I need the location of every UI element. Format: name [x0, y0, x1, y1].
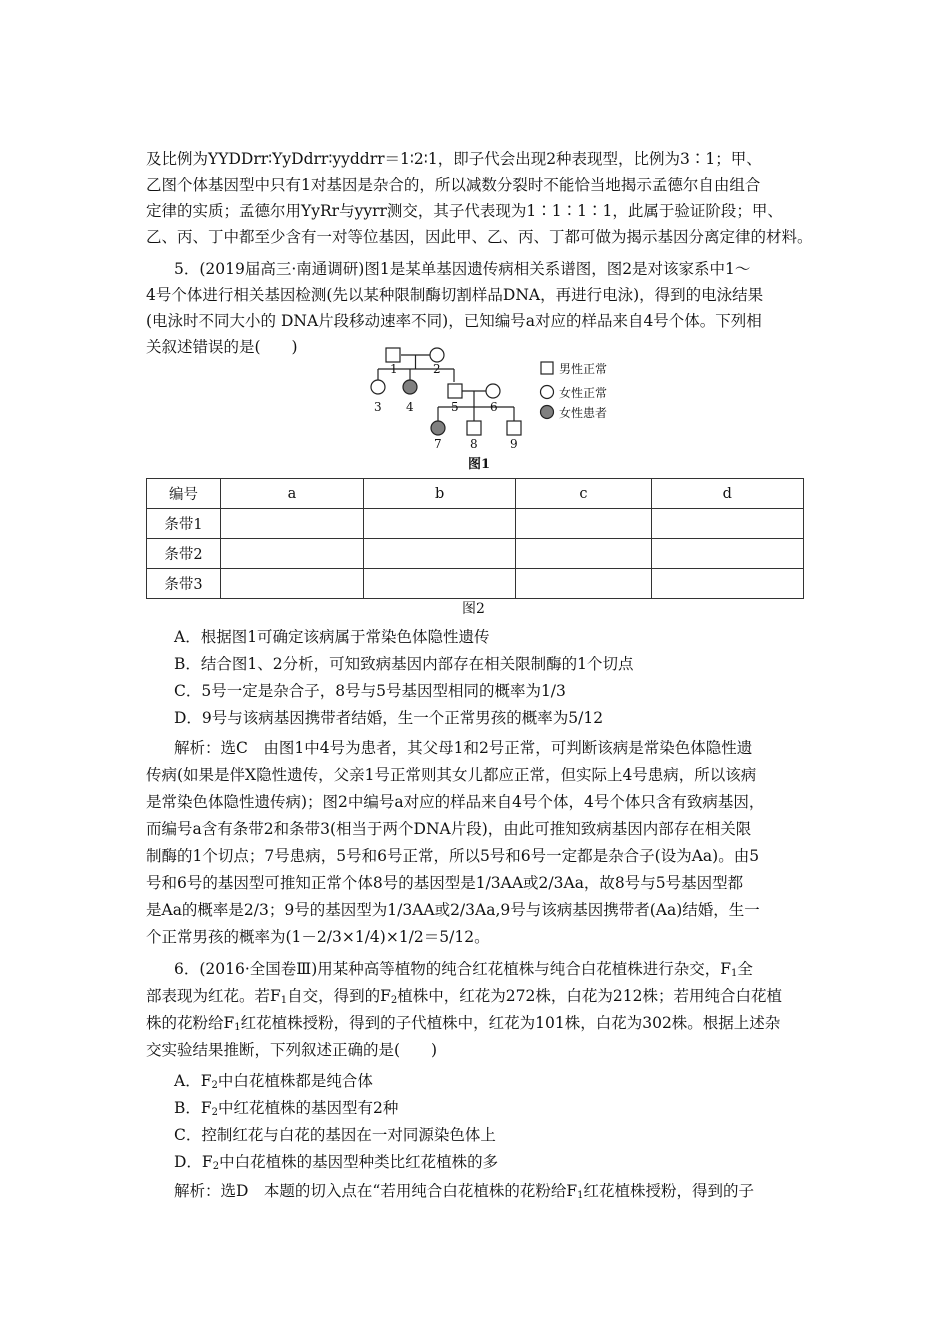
- q6-option-text: B．F: [174, 1099, 212, 1117]
- legend-female-affected: 女性患者: [559, 406, 608, 420]
- q5-analysis-line: 号和6号的基因型可推知正常个体8号的基因型是1/3AA或2/3Aa，故8号与5号基因型都: [146, 874, 744, 892]
- individual-5-male-normal: [448, 384, 462, 398]
- individual-4-female-affected: [403, 380, 417, 394]
- individual-7-female-affected: [431, 421, 445, 435]
- q6-stem-text: 6．(2016·全国卷Ⅲ)用某种高等植物的纯合红花植株与纯合白花植株进行杂交，F: [174, 960, 732, 978]
- fig1-caption: 图1: [468, 457, 491, 472]
- legend-female-normal: 女性正常: [559, 386, 608, 400]
- q6-option-text: A．F: [174, 1072, 212, 1090]
- table-row: [147, 569, 804, 599]
- q5-analysis-line: 而编号a含有条带2和条带3(相当于两个DNA片段)，由此可推知致病基因内部存在相关限: [146, 820, 752, 838]
- prev-paragraph-line: 乙、丙、丁中都至少含有一对等位基因，因此甲、乙、丙、丁都可做为揭示基因分离定律的材料。: [146, 228, 813, 246]
- q6-stem-text: 植株中，红花为272株，白花为212株；若用纯合白花植: [397, 987, 782, 1005]
- q5-stem-line: 5．(2019届高三·南通调研)图1是某单基因遗传病相关系谱图，图2是对该家系中1～: [174, 260, 751, 278]
- q5-analysis-line: 是常染色体隐性遗传病)；图2中编号a对应的样品来自4号个体，4号个体只含有致病基因，: [146, 793, 765, 811]
- q5-option-b: B．结合图1、2分析，可知致病基因内部存在相关限制酶的1个切点: [174, 655, 634, 673]
- prev-paragraph-line: 定律的实质；孟德尔用YyRr与yyrr测交，其子代表现为1∶1∶1∶1，此属于验证阶段；甲、: [146, 202, 783, 220]
- header-cell: d: [651, 479, 803, 509]
- q5-analysis-line: 制酶的1个切点；7号患病，5号和6号正常，所以5号和6号一定都是杂合子(设为Aa)。由5: [146, 847, 760, 865]
- q6-option-c: C．控制红花与白花的基因在一对同源染色体上: [174, 1126, 496, 1144]
- q6-analysis-text: 解析：选D 本题的切入点在“若用纯合白花植株的花粉给F: [174, 1182, 578, 1200]
- header-cell: a: [221, 479, 364, 509]
- individual-6-female-normal: [486, 384, 500, 398]
- label-8: 8: [470, 437, 478, 451]
- q5-option-a: A．根据图1可确定该病属于常染色体隐性遗传: [174, 628, 490, 646]
- subscript: 2: [212, 1161, 220, 1172]
- band-cell: [651, 509, 803, 539]
- legend-female-normal-symbol: [541, 386, 554, 399]
- q6-stem-text: 自交，得到的F: [287, 987, 391, 1005]
- subscript: 2: [211, 1080, 218, 1091]
- label-5: 5: [451, 400, 459, 414]
- row-label: 条带2: [147, 539, 221, 569]
- q6-stem-line: 交实验结果推断，下列叙述正确的是( ): [146, 1041, 438, 1059]
- q5-option-c: C．5号一定是杂合子，8号与5号基因型相同的概率为1/3: [174, 682, 566, 700]
- band-cell: [363, 569, 515, 599]
- band-cell: [221, 509, 364, 539]
- fig2-caption: 图2: [462, 601, 485, 617]
- row-label: 条带3: [147, 569, 221, 599]
- prev-paragraph-line: 乙图个体基因型中只有1对基因是杂合的，所以减数分裂时不能恰当地揭示孟德尔自由组合: [146, 176, 761, 194]
- label-9: 9: [510, 437, 518, 451]
- header-cell: b: [363, 479, 515, 509]
- table-row: [147, 509, 804, 539]
- band-cell: [516, 509, 651, 539]
- row-label: 条带1: [147, 509, 221, 539]
- q5-option-d: D．9号与该病基因携带者结婚，生一个正常男孩的概率为5/12: [174, 709, 604, 727]
- band-cell: [516, 569, 651, 599]
- q5-analysis-line: 个正常男孩的概率为(1－2/3×1/4)×1/2＝5/12。: [146, 928, 490, 946]
- band-cell: [363, 509, 515, 539]
- q6-stem-text: 株的花粉给F: [146, 1014, 235, 1032]
- label-1: 1: [390, 362, 398, 376]
- q6-stem-text: 红花植株授粉，得到的子代植株中，红花为101株，白花为302株。根据上述杂: [240, 1014, 781, 1032]
- q6-analysis-line: [174, 1178, 834, 1209]
- q6-stem-text: 部表现为红花。若F: [146, 987, 281, 1005]
- q6-option-d: [174, 1149, 498, 1180]
- band-cell: [363, 539, 515, 569]
- subscript: 1: [577, 1190, 584, 1201]
- pedigree-figure: [360, 344, 640, 474]
- prev-paragraph-line: 及比例为YYDDrr∶YyDdrr∶yyddrr＝1∶2∶1，即子代会出现2种表现型，比例为3∶1；甲、: [146, 150, 762, 168]
- label-4: 4: [406, 400, 414, 414]
- band-cell: [221, 569, 364, 599]
- electrophoresis-table: [146, 478, 804, 599]
- legend-female-affected-symbol: [541, 406, 554, 419]
- q5-analysis-line: 是Aa的概率是2/3；9号的基因型为1/3AA或2/3Aa,9号与该病基因携带者(Aa)结婚，生一: [146, 901, 760, 919]
- q5-stem-line: 关叙述错误的是( ): [146, 338, 298, 356]
- q6-option-text: 中红花植株的基因型有2种: [218, 1099, 399, 1117]
- subscript: 2: [211, 1107, 219, 1118]
- individual-9-male-normal: [507, 421, 521, 435]
- subscript: 1: [280, 995, 288, 1006]
- subscript: 1: [731, 968, 738, 979]
- individual-3-female-normal: [371, 380, 385, 394]
- label-3: 3: [374, 400, 382, 414]
- legend-male-normal: 男性正常: [559, 362, 608, 376]
- subscript: 2: [390, 995, 398, 1006]
- individual-8-male-normal: [467, 421, 481, 435]
- q6-option-text: 中白花植株的基因型种类比红花植株的多: [219, 1153, 499, 1171]
- label-2: 2: [433, 362, 441, 376]
- label-6: 6: [490, 400, 498, 414]
- band-cell: [516, 539, 651, 569]
- q6-analysis-text: 红花植株授粉，得到的子: [583, 1182, 754, 1200]
- subscript: 1: [234, 1022, 241, 1033]
- q5-analysis-line: 解析：选C 由图1中4号为患者，其父母1和2号正常，可判断该病是常染色体隐性遗: [174, 739, 753, 757]
- q6-option-text: D．F: [174, 1153, 213, 1171]
- q5-stem-line: (电泳时不同大小的 DNA片段移动速率不同)，已知编号a对应的样品来自4号个体。下列相: [146, 312, 762, 330]
- table-row: [147, 539, 804, 569]
- table-header-row: [147, 479, 804, 509]
- band-cell: [221, 539, 364, 569]
- q6-stem-text: 全: [737, 960, 753, 978]
- individual-1-male-normal: [386, 348, 400, 362]
- q5-stem-line: 4号个体进行相关基因检测(先以某种限制酶切割样品DNA，再进行电泳)，得到的电泳结果: [146, 286, 764, 304]
- individual-2-female-normal: [430, 348, 444, 362]
- band-cell: [651, 569, 803, 599]
- header-cell: c: [516, 479, 651, 509]
- label-7: 7: [434, 437, 442, 451]
- q5-analysis-line: 传病(如果是伴X隐性遗传，父亲1号正常则其女儿都应正常，但实际上4号患病，所以该病: [146, 766, 757, 784]
- q6-option-text: 中白花植株都是纯合体: [217, 1072, 373, 1090]
- band-cell: [651, 539, 803, 569]
- legend-male-normal-symbol: [541, 362, 553, 374]
- header-cell: 编号: [147, 479, 221, 509]
